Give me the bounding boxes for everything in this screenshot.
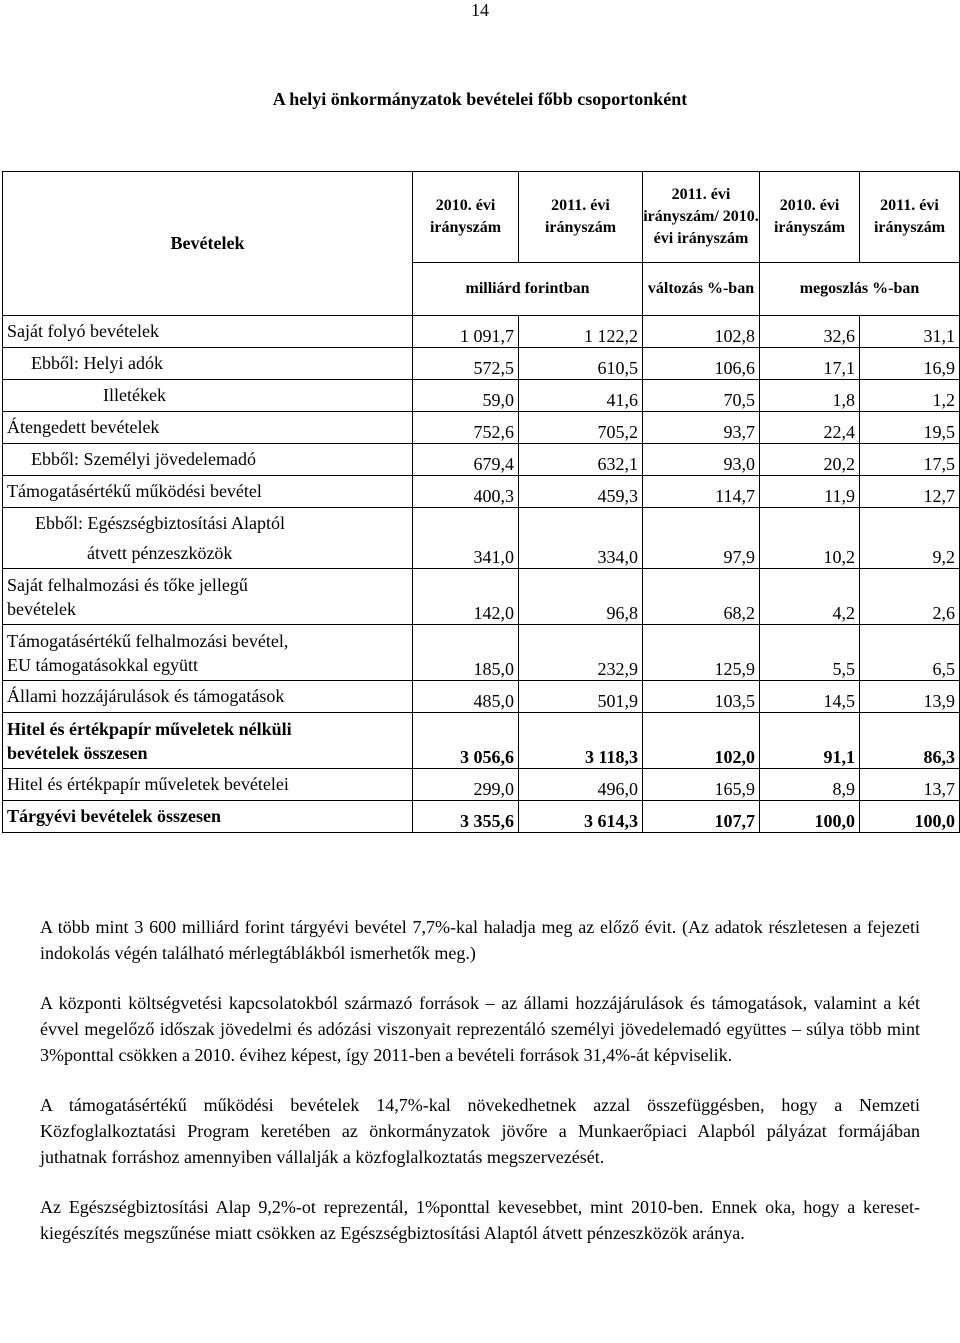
cell: 334,0 bbox=[519, 508, 643, 569]
cell: 41,6 bbox=[519, 380, 643, 412]
cell: 1 122,2 bbox=[519, 316, 643, 348]
cell: 3 118,3 bbox=[519, 713, 643, 769]
cell: 142,0 bbox=[413, 569, 519, 625]
cell: 31,1 bbox=[860, 316, 960, 348]
header-unit-change: változás %-ban bbox=[643, 263, 760, 316]
page-title: A helyi önkormányzatok bevételei főbb csoportonként bbox=[272, 89, 688, 109]
cell: 13,7 bbox=[860, 769, 960, 801]
cell: 165,9 bbox=[643, 769, 760, 801]
table-row bbox=[3, 412, 960, 444]
header-unit-billion: milliárd forintban bbox=[413, 263, 643, 316]
row-label: Ebből: Helyi adók bbox=[3, 348, 413, 380]
cell: 125,9 bbox=[643, 625, 760, 681]
cell: 5,5 bbox=[760, 625, 860, 681]
revenue-table bbox=[2, 171, 960, 833]
cell: 572,5 bbox=[413, 348, 519, 380]
cell: 93,0 bbox=[643, 444, 760, 476]
table-row bbox=[3, 476, 960, 508]
cell: 400,3 bbox=[413, 476, 519, 508]
cell: 232,9 bbox=[519, 625, 643, 681]
table-row bbox=[3, 348, 960, 380]
cell: 11,9 bbox=[760, 476, 860, 508]
header-2011-share: 2011. évi irányszám bbox=[860, 172, 960, 263]
cell: 185,0 bbox=[413, 625, 519, 681]
cell: 459,3 bbox=[519, 476, 643, 508]
cell: 102,8 bbox=[643, 316, 760, 348]
header-2010: 2010. évi irányszám bbox=[413, 172, 519, 263]
cell: 32,6 bbox=[760, 316, 860, 348]
cell: 17,5 bbox=[860, 444, 960, 476]
row-label-line1: Ebből: Egészségbiztosítási Alaptól bbox=[35, 513, 285, 533]
cell: 632,1 bbox=[519, 444, 643, 476]
table-row bbox=[3, 316, 960, 348]
row-label: Állami hozzájárulások és támogatások bbox=[3, 681, 413, 713]
table-row bbox=[3, 801, 960, 833]
row-label-line2: EU támogatásokkal együtt bbox=[7, 654, 198, 675]
row-label bbox=[3, 508, 413, 569]
cell: 93,7 bbox=[643, 412, 760, 444]
table-row bbox=[3, 444, 960, 476]
page-number: 14 bbox=[471, 0, 489, 20]
row-label: Tárgyévi bevételek összesen bbox=[3, 801, 413, 833]
cell: 59,0 bbox=[413, 380, 519, 412]
cell: 705,2 bbox=[519, 412, 643, 444]
cell: 3 355,6 bbox=[413, 801, 519, 833]
row-label-line2: bevételek bbox=[7, 598, 76, 619]
cell: 91,1 bbox=[760, 713, 860, 769]
cell: 12,7 bbox=[860, 476, 960, 508]
cell: 96,8 bbox=[519, 569, 643, 625]
cell: 610,5 bbox=[519, 348, 643, 380]
table-row bbox=[3, 380, 960, 412]
row-label bbox=[3, 625, 413, 681]
cell: 496,0 bbox=[519, 769, 643, 801]
cell: 14,5 bbox=[760, 681, 860, 713]
cell: 16,9 bbox=[860, 348, 960, 380]
table-row bbox=[3, 508, 960, 569]
table-row bbox=[3, 769, 960, 801]
cell: 106,6 bbox=[643, 348, 760, 380]
row-label-line1: Támogatásértékű felhalmozási bevétel, bbox=[7, 630, 289, 651]
row-label: Támogatásértékű működési bevétel bbox=[3, 476, 413, 508]
cell: 17,1 bbox=[760, 348, 860, 380]
cell: 9,2 bbox=[860, 508, 960, 569]
header-ratio: 2011. évi irányszám/ 2010. évi irányszám bbox=[643, 172, 760, 263]
paragraph: A központi költségvetési kapcsolatokból származó források – az állami hozzájárulások és támogatások, valamint a két évvel megelőző időszak jövedelmi és adózási viszonyait reprezentáló személyi jövedelemadó együttes – súlya több mint 3%ponttal csökken a 2010. évihez képest, így 2011-ben a bevételi források 31,4%-át képviselik. bbox=[40, 993, 920, 1065]
row-label: Ebből: Személyi jövedelemadó bbox=[3, 444, 413, 476]
header-2010-share: 2010. évi irányszám bbox=[760, 172, 860, 263]
cell: 752,6 bbox=[413, 412, 519, 444]
cell: 13,9 bbox=[860, 681, 960, 713]
cell: 1,8 bbox=[760, 380, 860, 412]
row-label bbox=[3, 569, 413, 625]
cell: 103,5 bbox=[643, 681, 760, 713]
cell: 22,4 bbox=[760, 412, 860, 444]
cell: 3 056,6 bbox=[413, 713, 519, 769]
body-text bbox=[40, 914, 920, 1270]
cell: 19,5 bbox=[860, 412, 960, 444]
table-row bbox=[3, 681, 960, 713]
cell: 1 091,7 bbox=[413, 316, 519, 348]
cell: 485,0 bbox=[413, 681, 519, 713]
cell: 102,0 bbox=[643, 713, 760, 769]
table-row bbox=[3, 569, 960, 625]
cell: 70,5 bbox=[643, 380, 760, 412]
cell: 100,0 bbox=[760, 801, 860, 833]
row-label bbox=[3, 713, 413, 769]
paragraph: A támogatásértékű működési bevételek 14,7%-kal növekedhetnek azzal összefüggésben, hogy a Nemzeti Közfoglalkoztatási Program keretében az önkormányzatok jövőre a Munkaerőpiaci Alapból pályázat formájában juthatnak forráshoz amennyiben vállalják a közfoglalkoztatás megszervezését. bbox=[40, 1095, 920, 1167]
row-label: Átengedett bevételek bbox=[3, 412, 413, 444]
cell: 86,3 bbox=[860, 713, 960, 769]
cell: 341,0 bbox=[413, 508, 519, 569]
header-unit-share: megoszlás %-ban bbox=[760, 263, 960, 316]
cell: 20,2 bbox=[760, 444, 860, 476]
cell: 100,0 bbox=[860, 801, 960, 833]
cell: 10,2 bbox=[760, 508, 860, 569]
cell: 8,9 bbox=[760, 769, 860, 801]
header-revenues: Bevételek bbox=[3, 172, 413, 316]
cell: 97,9 bbox=[643, 508, 760, 569]
row-label-line1: Saját felhalmozási és tőke jellegű bbox=[7, 574, 248, 595]
cell: 2,6 bbox=[860, 569, 960, 625]
row-label: Saját folyó bevételek bbox=[3, 316, 413, 348]
cell: 114,7 bbox=[643, 476, 760, 508]
row-label: Hitel és értékpapír műveletek bevételei bbox=[3, 769, 413, 801]
row-label-line1: Hitel és értékpapír műveletek nélküli bbox=[7, 718, 292, 739]
paragraph: A több mint 3 600 milliárd forint tárgyévi bevétel 7,7%-kal haladja meg az előző évit. (Az adatok részletesen a fejezeti indokolás végén található mérlegtáblákból ismerhetők meg.) bbox=[40, 917, 920, 963]
cell: 68,2 bbox=[643, 569, 760, 625]
header-2011: 2011. évi irányszám bbox=[519, 172, 643, 263]
row-label-line2: átvett pénzeszközök bbox=[87, 543, 233, 563]
cell: 679,4 bbox=[413, 444, 519, 476]
cell: 501,9 bbox=[519, 681, 643, 713]
cell: 6,5 bbox=[860, 625, 960, 681]
table-row bbox=[3, 713, 960, 769]
paragraph: Az Egészségbiztosítási Alap 9,2%-ot reprezentál, 1%ponttal kevesebbet, mint 2010-ben. Ennek oka, hogy a kereset-kiegészítés megszűnése miatt csökken az Egészségbiztosítási Alaptól átvett pénzeszközök aránya. bbox=[40, 1197, 920, 1243]
cell: 1,2 bbox=[860, 380, 960, 412]
cell: 4,2 bbox=[760, 569, 860, 625]
cell: 299,0 bbox=[413, 769, 519, 801]
cell: 107,7 bbox=[643, 801, 760, 833]
table-row bbox=[3, 625, 960, 681]
row-label: Illetékek bbox=[3, 380, 413, 412]
cell: 3 614,3 bbox=[519, 801, 643, 833]
row-label-line2: bevételek összesen bbox=[7, 742, 148, 763]
